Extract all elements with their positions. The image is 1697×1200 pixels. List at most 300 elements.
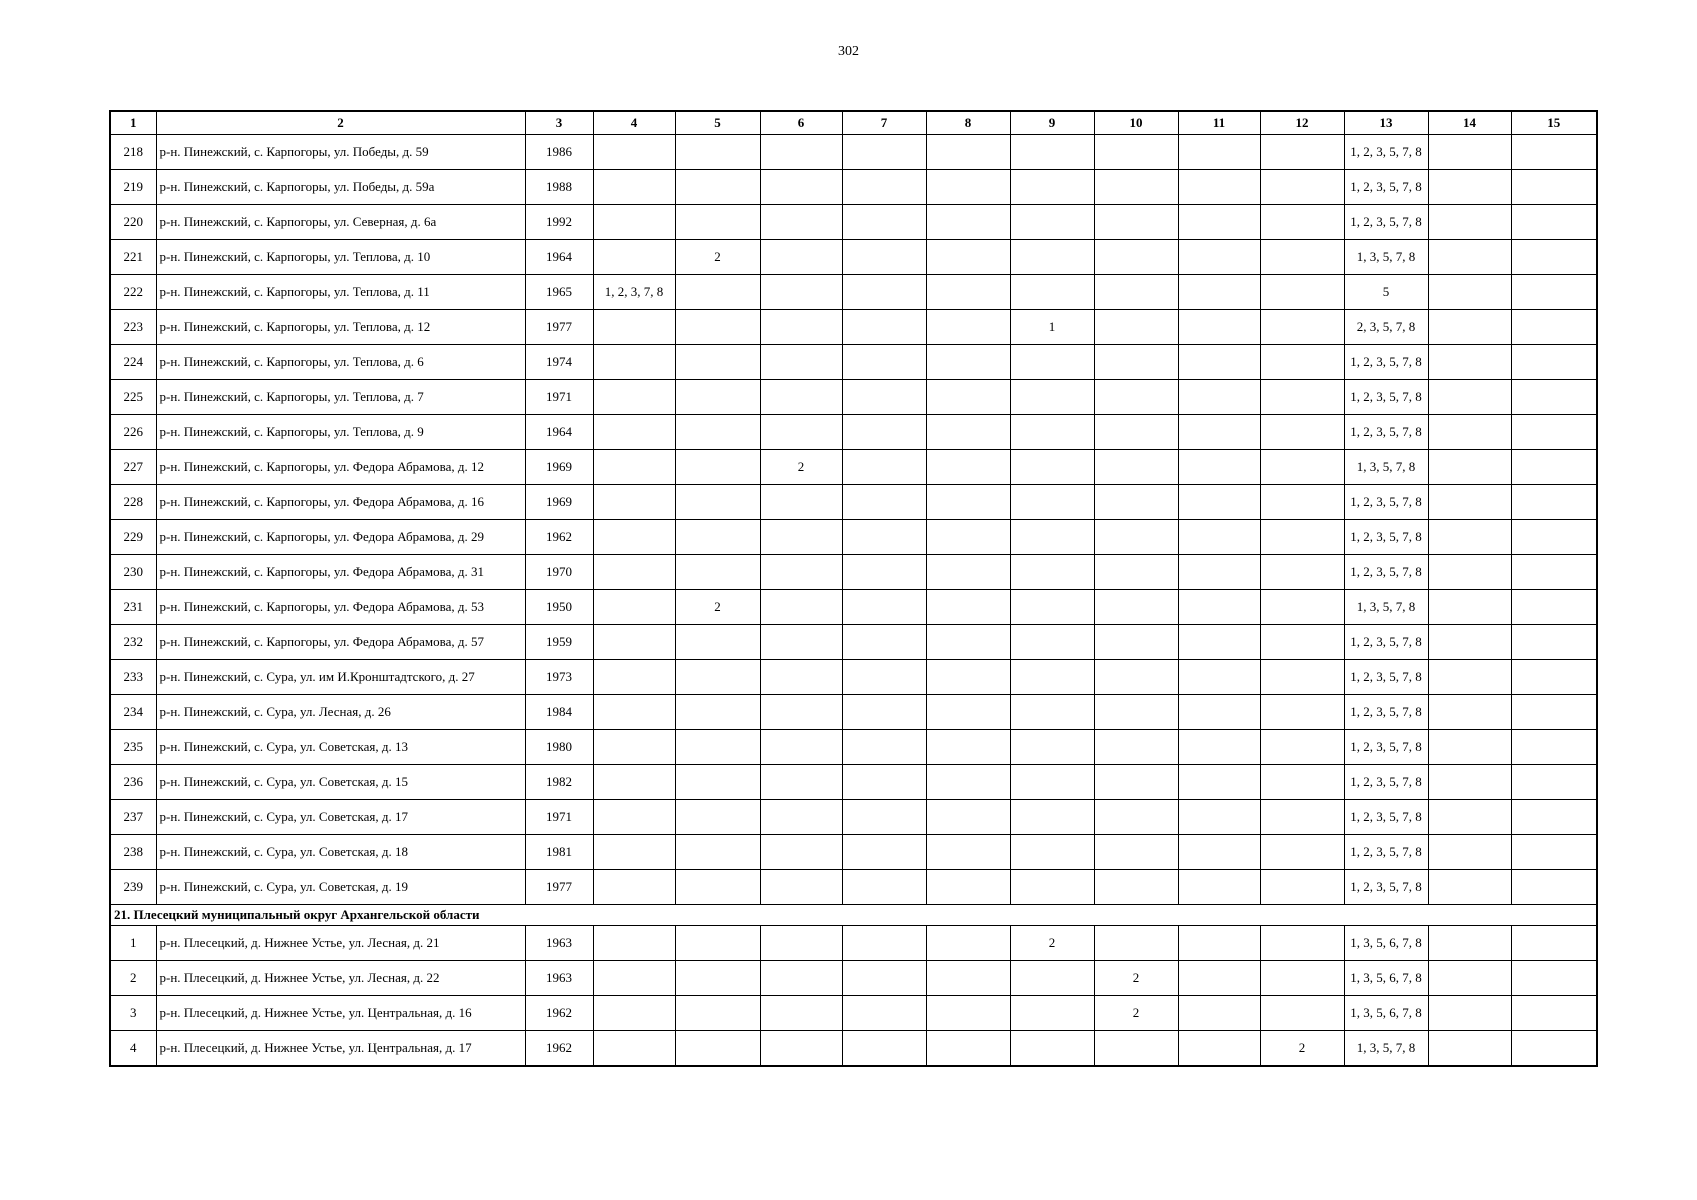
table-cell: 1962 — [525, 1031, 593, 1067]
table-cell — [1178, 590, 1260, 625]
table-cell — [926, 205, 1010, 240]
table-cell — [1010, 380, 1094, 415]
table-cell — [593, 135, 675, 170]
table-cell — [593, 345, 675, 380]
table-cell — [593, 730, 675, 765]
table-cell — [1094, 555, 1178, 590]
table-cell — [593, 450, 675, 485]
table-cell — [1094, 835, 1178, 870]
row-number-cell: 227 — [110, 450, 156, 485]
table-cell — [1178, 555, 1260, 590]
table-cell — [1178, 800, 1260, 835]
table-cell — [926, 135, 1010, 170]
row-number-cell: 2 — [110, 961, 156, 996]
table-cell — [760, 485, 842, 520]
table-cell — [593, 996, 675, 1031]
column-header: 14 — [1428, 111, 1511, 135]
table-cell — [1428, 730, 1511, 765]
table-cell — [1178, 835, 1260, 870]
table-cell — [1010, 1031, 1094, 1067]
table-cell — [760, 625, 842, 660]
table-cell — [1511, 800, 1597, 835]
table-cell — [675, 205, 760, 240]
table-cell: 2 — [1094, 996, 1178, 1031]
table-cell — [842, 555, 926, 590]
table-cell — [1094, 205, 1178, 240]
table-body — [110, 135, 1597, 1067]
column-header: 1 — [110, 111, 156, 135]
table-cell — [842, 961, 926, 996]
table-cell — [842, 590, 926, 625]
table-cell — [1260, 450, 1344, 485]
table-cell — [842, 205, 926, 240]
table-cell — [1094, 660, 1178, 695]
table-cell — [1010, 660, 1094, 695]
table-cell — [926, 870, 1010, 905]
table-cell — [1010, 275, 1094, 310]
row-number-cell: 237 — [110, 800, 156, 835]
table-cell — [1260, 345, 1344, 380]
table-row — [110, 345, 1597, 380]
column-header: 12 — [1260, 111, 1344, 135]
table-cell — [1260, 660, 1344, 695]
table-cell — [1094, 170, 1178, 205]
table-cell — [1260, 926, 1344, 961]
table-cell — [675, 926, 760, 961]
table-cell — [675, 695, 760, 730]
column-header: 11 — [1178, 111, 1260, 135]
table-cell: 1, 3, 5, 6, 7, 8 — [1344, 926, 1428, 961]
row-number-cell: 229 — [110, 520, 156, 555]
table-cell — [1178, 730, 1260, 765]
table-cell — [926, 240, 1010, 275]
row-number-cell: 218 — [110, 135, 156, 170]
address-cell: р-н. Пинежский, с. Карпогоры, ул. Теплова, д. 11 — [156, 275, 525, 310]
table-cell — [842, 310, 926, 345]
table-cell — [675, 625, 760, 660]
column-header: 9 — [1010, 111, 1094, 135]
column-header: 5 — [675, 111, 760, 135]
table-row — [110, 275, 1597, 310]
table-cell — [675, 961, 760, 996]
table-cell — [1260, 240, 1344, 275]
table-cell — [1094, 450, 1178, 485]
table-row — [110, 730, 1597, 765]
table-cell — [760, 870, 842, 905]
table-cell: 1963 — [525, 926, 593, 961]
page-number: 302 — [838, 44, 859, 59]
table-cell: 5 — [1344, 275, 1428, 310]
table-cell — [1428, 170, 1511, 205]
table-cell — [1511, 275, 1597, 310]
table-cell — [1511, 520, 1597, 555]
table-cell — [1178, 961, 1260, 996]
address-cell: р-н. Пинежский, с. Карпогоры, ул. Теплова, д. 12 — [156, 310, 525, 345]
table-cell: 1, 3, 5, 7, 8 — [1344, 450, 1428, 485]
table-cell: 1992 — [525, 205, 593, 240]
column-header: 15 — [1511, 111, 1597, 135]
table-cell — [926, 835, 1010, 870]
table-cell — [593, 1031, 675, 1067]
row-number-cell: 223 — [110, 310, 156, 345]
table-cell — [1511, 170, 1597, 205]
registry-table — [109, 110, 1598, 1067]
table-cell — [926, 625, 1010, 660]
table-cell — [926, 695, 1010, 730]
address-cell: р-н. Пинежский, с. Карпогоры, ул. Федора Абрамова, д. 31 — [156, 555, 525, 590]
table-cell — [593, 310, 675, 345]
table-cell — [593, 520, 675, 555]
table-cell — [926, 380, 1010, 415]
table-cell — [1428, 520, 1511, 555]
table-cell — [760, 835, 842, 870]
table-cell — [1178, 996, 1260, 1031]
table-row — [110, 240, 1597, 275]
table-cell — [760, 961, 842, 996]
row-number-cell: 239 — [110, 870, 156, 905]
table-cell — [842, 660, 926, 695]
column-header: 10 — [1094, 111, 1178, 135]
table-cell: 1, 3, 5, 7, 8 — [1344, 240, 1428, 275]
table-cell: 1, 2, 3, 5, 7, 8 — [1344, 765, 1428, 800]
table-cell — [675, 835, 760, 870]
table-cell — [593, 485, 675, 520]
row-number-cell: 238 — [110, 835, 156, 870]
table-cell — [1010, 170, 1094, 205]
table-cell — [760, 205, 842, 240]
table-cell — [760, 730, 842, 765]
table-cell — [1094, 240, 1178, 275]
table-cell — [760, 800, 842, 835]
table-cell: 1962 — [525, 996, 593, 1031]
address-cell: р-н. Пинежский, с. Карпогоры, ул. Победы, д. 59 — [156, 135, 525, 170]
table-cell: 2 — [675, 590, 760, 625]
table-cell — [1511, 345, 1597, 380]
table-cell: 1962 — [525, 520, 593, 555]
table-cell — [1428, 926, 1511, 961]
table-cell — [1428, 345, 1511, 380]
table-cell — [1260, 485, 1344, 520]
table-cell — [593, 380, 675, 415]
table-cell — [1428, 695, 1511, 730]
table-cell: 1, 2, 3, 5, 7, 8 — [1344, 660, 1428, 695]
row-number-cell: 225 — [110, 380, 156, 415]
table-cell — [1511, 961, 1597, 996]
table-cell — [1178, 205, 1260, 240]
address-cell: р-н. Пинежский, с. Сура, ул. Советская, д. 18 — [156, 835, 525, 870]
table-cell: 1986 — [525, 135, 593, 170]
table-cell — [842, 485, 926, 520]
table-cell — [926, 961, 1010, 996]
table-cell — [1094, 765, 1178, 800]
table-cell — [1178, 380, 1260, 415]
table-cell — [1511, 555, 1597, 590]
table-cell — [1511, 450, 1597, 485]
table-cell — [1428, 1031, 1511, 1067]
table-cell: 1, 3, 5, 6, 7, 8 — [1344, 961, 1428, 996]
table-cell: 1974 — [525, 345, 593, 380]
table-cell — [1094, 695, 1178, 730]
table-row — [110, 870, 1597, 905]
table-cell — [675, 765, 760, 800]
table-cell: 1977 — [525, 310, 593, 345]
table-cell — [1260, 835, 1344, 870]
table-cell: 1964 — [525, 415, 593, 450]
address-cell: р-н. Пинежский, с. Карпогоры, ул. Федора Абрамова, д. 12 — [156, 450, 525, 485]
row-number-cell: 226 — [110, 415, 156, 450]
column-header: 13 — [1344, 111, 1428, 135]
table-row — [110, 800, 1597, 835]
table-cell — [926, 800, 1010, 835]
table-cell — [1178, 695, 1260, 730]
table-cell: 1950 — [525, 590, 593, 625]
table-cell — [1010, 590, 1094, 625]
table-cell — [1428, 800, 1511, 835]
address-cell: р-н. Пинежский, с. Карпогоры, ул. Федора Абрамова, д. 16 — [156, 485, 525, 520]
address-cell: р-н. Плесецкий, д. Нижнее Устье, ул. Центральная, д. 17 — [156, 1031, 525, 1067]
table-cell — [1010, 205, 1094, 240]
table-cell — [1260, 996, 1344, 1031]
table-cell — [1094, 926, 1178, 961]
table-cell — [1428, 625, 1511, 660]
column-header: 8 — [926, 111, 1010, 135]
table-cell — [593, 870, 675, 905]
row-number-cell: 234 — [110, 695, 156, 730]
table-cell — [842, 345, 926, 380]
row-number-cell: 224 — [110, 345, 156, 380]
table-cell — [842, 926, 926, 961]
table-cell: 1, 2, 3, 5, 7, 8 — [1344, 625, 1428, 660]
table-cell — [1260, 170, 1344, 205]
table-cell — [675, 450, 760, 485]
table-row — [110, 310, 1597, 345]
table-cell: 1, 2, 3, 5, 7, 8 — [1344, 380, 1428, 415]
table-cell — [1178, 345, 1260, 380]
table-cell: 1973 — [525, 660, 593, 695]
table-cell: 1, 2, 3, 5, 7, 8 — [1344, 415, 1428, 450]
table-row — [110, 135, 1597, 170]
table-cell — [1511, 1031, 1597, 1067]
column-header: 2 — [156, 111, 525, 135]
table-cell — [1260, 695, 1344, 730]
table-cell: 1, 2, 3, 5, 7, 8 — [1344, 520, 1428, 555]
table-cell — [1511, 380, 1597, 415]
table-cell — [1178, 415, 1260, 450]
table-row — [110, 961, 1597, 996]
table-cell — [1010, 135, 1094, 170]
table-cell — [675, 660, 760, 695]
table-cell — [1178, 310, 1260, 345]
table-cell — [593, 660, 675, 695]
address-cell: р-н. Плесецкий, д. Нижнее Устье, ул. Центральная, д. 16 — [156, 996, 525, 1031]
table-cell — [926, 485, 1010, 520]
table-cell — [842, 835, 926, 870]
table-cell — [926, 520, 1010, 555]
table-cell — [842, 695, 926, 730]
table-cell — [1178, 170, 1260, 205]
table-row — [110, 415, 1597, 450]
table-cell — [1094, 380, 1178, 415]
table-cell — [1010, 996, 1094, 1031]
address-cell: р-н. Пинежский, с. Сура, ул. Советская, д. 17 — [156, 800, 525, 835]
row-number-cell: 236 — [110, 765, 156, 800]
table-cell — [842, 275, 926, 310]
table-cell — [1178, 135, 1260, 170]
table-row — [110, 485, 1597, 520]
table-cell — [1178, 240, 1260, 275]
table-cell — [926, 730, 1010, 765]
table-cell — [675, 170, 760, 205]
table-cell: 1, 2, 3, 5, 7, 8 — [1344, 205, 1428, 240]
table-row — [110, 695, 1597, 730]
table-cell — [1260, 625, 1344, 660]
table-cell — [675, 310, 760, 345]
table-cell — [593, 800, 675, 835]
address-cell: р-н. Пинежский, с. Сура, ул. им И.Кронштадтского, д. 27 — [156, 660, 525, 695]
table-row — [110, 380, 1597, 415]
row-number-cell: 219 — [110, 170, 156, 205]
address-cell: р-н. Пинежский, с. Сура, ул. Советская, д. 13 — [156, 730, 525, 765]
table-cell — [1010, 450, 1094, 485]
table-cell — [593, 205, 675, 240]
row-number-cell: 235 — [110, 730, 156, 765]
table-cell — [1010, 240, 1094, 275]
table-cell — [1511, 695, 1597, 730]
table-cell — [1260, 415, 1344, 450]
table-cell — [593, 835, 675, 870]
table-cell — [675, 555, 760, 590]
table-cell — [1178, 765, 1260, 800]
table-cell: 1, 2, 3, 5, 7, 8 — [1344, 555, 1428, 590]
table-cell — [675, 730, 760, 765]
table-cell — [675, 135, 760, 170]
row-number-cell: 220 — [110, 205, 156, 240]
table-cell — [1511, 415, 1597, 450]
row-number-cell: 3 — [110, 996, 156, 1031]
table-cell — [842, 765, 926, 800]
table-cell: 1969 — [525, 485, 593, 520]
table-cell — [842, 240, 926, 275]
table-cell — [1010, 730, 1094, 765]
table-row — [110, 205, 1597, 240]
table-cell — [1178, 1031, 1260, 1067]
table-cell: 2, 3, 5, 7, 8 — [1344, 310, 1428, 345]
table-cell — [760, 590, 842, 625]
table-cell — [926, 765, 1010, 800]
table-cell — [1511, 660, 1597, 695]
address-cell: р-н. Пинежский, с. Карпогоры, ул. Федора Абрамова, д. 53 — [156, 590, 525, 625]
table-cell — [1428, 240, 1511, 275]
table-cell — [760, 765, 842, 800]
address-cell: р-н. Пинежский, с. Карпогоры, ул. Федора Абрамова, д. 57 — [156, 625, 525, 660]
table-cell — [675, 520, 760, 555]
table-cell: 2 — [1094, 961, 1178, 996]
table-cell — [1010, 835, 1094, 870]
address-cell: р-н. Плесецкий, д. Нижнее Устье, ул. Лесная, д. 22 — [156, 961, 525, 996]
table-cell: 1 — [1010, 310, 1094, 345]
column-header: 4 — [593, 111, 675, 135]
table-cell: 1984 — [525, 695, 593, 730]
address-cell: р-н. Пинежский, с. Сура, ул. Советская, д. 15 — [156, 765, 525, 800]
table-cell: 1971 — [525, 380, 593, 415]
table-cell — [593, 625, 675, 660]
table-cell — [760, 1031, 842, 1067]
row-number-cell: 221 — [110, 240, 156, 275]
column-header: 7 — [842, 111, 926, 135]
table-cell: 2 — [1010, 926, 1094, 961]
table-cell — [842, 380, 926, 415]
table-cell — [842, 135, 926, 170]
table-cell — [1511, 835, 1597, 870]
table-cell — [1260, 205, 1344, 240]
table-cell — [926, 660, 1010, 695]
table-cell — [760, 555, 842, 590]
table-row — [110, 996, 1597, 1031]
table-cell: 2 — [1260, 1031, 1344, 1067]
address-cell: р-н. Плесецкий, д. Нижнее Устье, ул. Лесная, д. 21 — [156, 926, 525, 961]
table-cell — [760, 380, 842, 415]
table-cell — [1428, 996, 1511, 1031]
address-cell: р-н. Пинежский, с. Карпогоры, ул. Теплова, д. 7 — [156, 380, 525, 415]
table-cell — [1010, 800, 1094, 835]
table-cell — [926, 170, 1010, 205]
table-cell — [1511, 870, 1597, 905]
table-cell — [593, 170, 675, 205]
table-cell — [1094, 870, 1178, 905]
table-cell: 2 — [760, 450, 842, 485]
table-cell: 1970 — [525, 555, 593, 590]
table-row — [110, 926, 1597, 961]
table-cell — [842, 450, 926, 485]
table-cell — [675, 275, 760, 310]
table-cell — [1178, 275, 1260, 310]
table-cell — [1094, 345, 1178, 380]
table-cell — [760, 415, 842, 450]
table-row — [110, 1031, 1597, 1067]
table-cell — [1260, 275, 1344, 310]
table-cell — [1428, 660, 1511, 695]
table-cell — [1260, 765, 1344, 800]
table-cell — [1010, 555, 1094, 590]
table-cell — [1260, 520, 1344, 555]
table-cell: 1, 2, 3, 7, 8 — [593, 275, 675, 310]
table-cell — [1511, 730, 1597, 765]
table-cell — [593, 765, 675, 800]
table-cell: 1963 — [525, 961, 593, 996]
table-cell: 1, 2, 3, 5, 7, 8 — [1344, 485, 1428, 520]
table-cell: 1969 — [525, 450, 593, 485]
table-cell: 1980 — [525, 730, 593, 765]
table-cell — [1260, 730, 1344, 765]
table-cell — [1428, 590, 1511, 625]
table-cell — [593, 415, 675, 450]
table-cell — [842, 730, 926, 765]
table-row — [110, 555, 1597, 590]
table-cell: 1965 — [525, 275, 593, 310]
table-cell — [760, 996, 842, 1031]
table-cell — [926, 415, 1010, 450]
table-cell — [1511, 205, 1597, 240]
table-cell — [1178, 926, 1260, 961]
table-cell — [1178, 485, 1260, 520]
column-header: 6 — [760, 111, 842, 135]
table-cell — [1428, 961, 1511, 996]
table-cell — [842, 800, 926, 835]
address-cell: р-н. Пинежский, с. Карпогоры, ул. Теплова, д. 9 — [156, 415, 525, 450]
table-cell — [1010, 415, 1094, 450]
table-cell — [926, 345, 1010, 380]
table-cell — [842, 415, 926, 450]
